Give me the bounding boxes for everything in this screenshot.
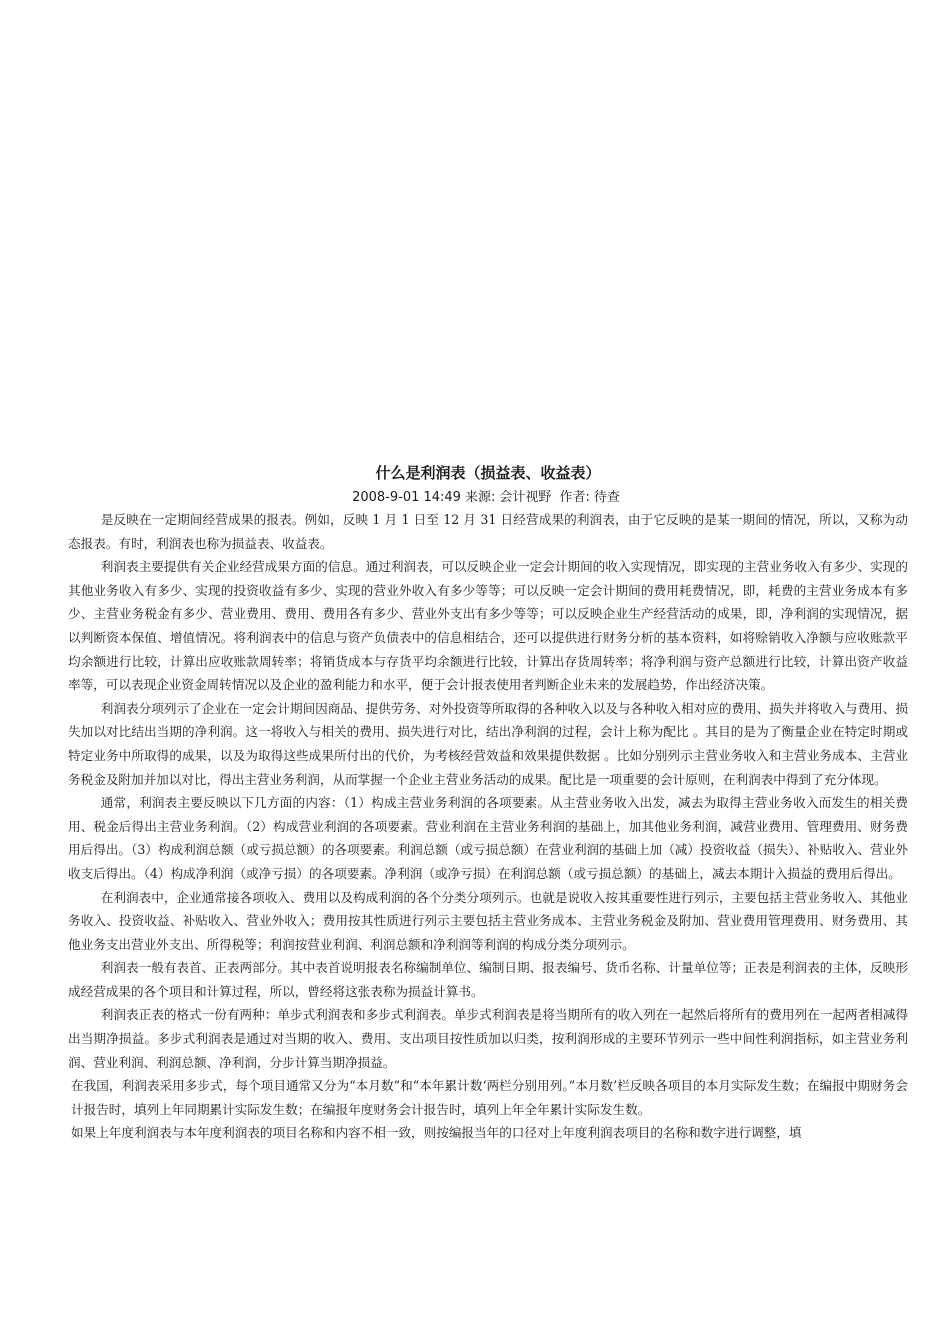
paragraph-china-practice: 在我国，利润表采用多步式，每个项目通常又分为“本月数”和“本年累计数‘两栏分别用列。”本月数’栏反映各项目的本月实际发生数；在编报中期财务会计报告时，填列上年同期累计实际发生数；在编报年度财务会计报告时，填列上年全年累计实际发生数。: [71, 1078, 908, 1117]
paragraph-contents: 通常，利润表主要反映以下几方面的内容：（1）构成主营业务利润的各项要素。从主营业务收入出发，减去为取得主营业务收入而发生的相关费用、税金后得出主营业务利润。（2）构成营业利润的各项要素。营业利润在主营业务利润的基础上，加其他业务利润，减营业费用、管理费用、财务费用后得出。（3）构成利润总额（或亏损总额）的各项要素。利润总额（或亏损总额）在营业利润的基础上加（减）投资收益（损失）、补贴收入、营业外收支后得出。（4）构成净利润（或净亏损）的各项要素。净利润（或净亏损）在利润总额（或亏损总额）的基础上，减去本期计入损益的费用后得出。: [68, 795, 908, 881]
paragraph-formats: 利润表正表的格式一份有两种：单步式利润表和多步式利润表。单步式利润表是将当期所有的收入列在一起然后将所有的费用列在一起两者相减得出当期净损益。多步式利润表是通过对当期的收入、费用、支出项目按性质加以归类，按利润形成的主要环节列示一些中间性利润指标，如主营业务利润、营业利润、利润总额、净利润，分步计算当期净损益。: [68, 1007, 908, 1070]
paragraph-classification: 在利润表中，企业通常接各项收入、费用以及构成利润的各个分类分项列示。也就是说收入按其重要性进行列示，主要包括主营业务收入、其他业务收入、投资收益、补贴收入、营业外收入；费用按其性质进行列示主要包括主营业务成本、主营业务税金及附加、营业费用管理费用、财务费用、其他业务支出营业外支出、所得税等；利润按营业利润、利润总额和净利润等利润的构成分类分项列示。: [68, 889, 908, 952]
author-label: 作者:: [559, 490, 590, 505]
source-label: 来源:: [464, 490, 496, 505]
article: [68, 462, 908, 1145]
paragraph-information: 利润表主要提供有关企业经营成果方面的信息。通过利润表，可以反映企业一定会计期间的收入实现情况，即实现的主营业务收入有多少、实现的其他业务收入有多少、实现的投资收益有多少、实现的营业外收入有多少等等；可以反映一定会计期间的费用耗费情况，即，耗费的主营业务成本有多少、主营业务税金有多少、营业费用、费用、费用各有多少、营业外支出有多少等等；可以反映企业生产经营活动的成果，即，净利润的实现情况，据以判断资本保值、增值情况。将利润表中的信息与资产负债表中的信息相结合，还可以提供进行财务分析的基本资料，如将赊销收入净额与应收账款平均余额进行比较，计算出应收账款周转率；将销货成本与存货平均余额进行比较，计算出存货周转率；将净利润与资产总额进行比较，计算出资产收益率等，可以表现企业资金周转情况以及企业的盈利能力和水平，便于会计报表使用者判断企业未来的发展趋势，作出经济决策。: [68, 559, 908, 693]
paragraph-structure: 利润表一般有表首、正表两部分。其中表首说明报表名称编制单位、编制日期、报表编号、货币名称、计量单位等；正表是利润表的主体，反映形成经营成果的各个项目和计算过程，所以，曾经将这张表称为损益计算书。: [68, 960, 908, 999]
paragraph-adjustment: 如果上年度利润表与本年度利润表的项目名称和内容不相一致，则按编报当年的口径对上年度利润表项目的名称和数字进行调整，填: [71, 1125, 802, 1141]
article-meta: [68, 488, 908, 508]
author-name: 待查: [593, 490, 620, 505]
paragraph-definition: 是反映在一定期间经营成果的报表。例如，反映 1 月 1 日至 12 月 31 日经营成果的利润表，由于它反映的是某一期间的情况，所以，又称为动态报表。有时，利润表也称为损益表、收益表。: [68, 512, 908, 551]
publish-datetime: 2008-9-01 14:49: [352, 490, 461, 505]
paragraph-matching: 利润表分项列示了企业在一定会计期间因商品、提供劳务、对外投资等所取得的各种收入以及与各种收入相对应的费用、损失并将收入与费用、损失加以对比结出当期的净利润。这一将收入与相关的费用、损失进行对比，结出净利润的过程，会计上称为配比 。其目的是为了衡量企业在特定时期或特定业务中所取得的成果，以及为取得这些成果所付出的代价，为考核经营效益和效果提供数据 。比如分别列示主营业务收入和主营业务成本、主营业务税金及附加并加以对比，得出主营业务利润，从而掌握一个企业主营业务活动的成果。配比是一项重要的会计原则，在利润表中得到了充分体现。: [68, 700, 908, 787]
source-name: 会计视野: [499, 490, 552, 505]
article-title: 什么是利润表（损益表、收益表）: [375, 464, 601, 482]
